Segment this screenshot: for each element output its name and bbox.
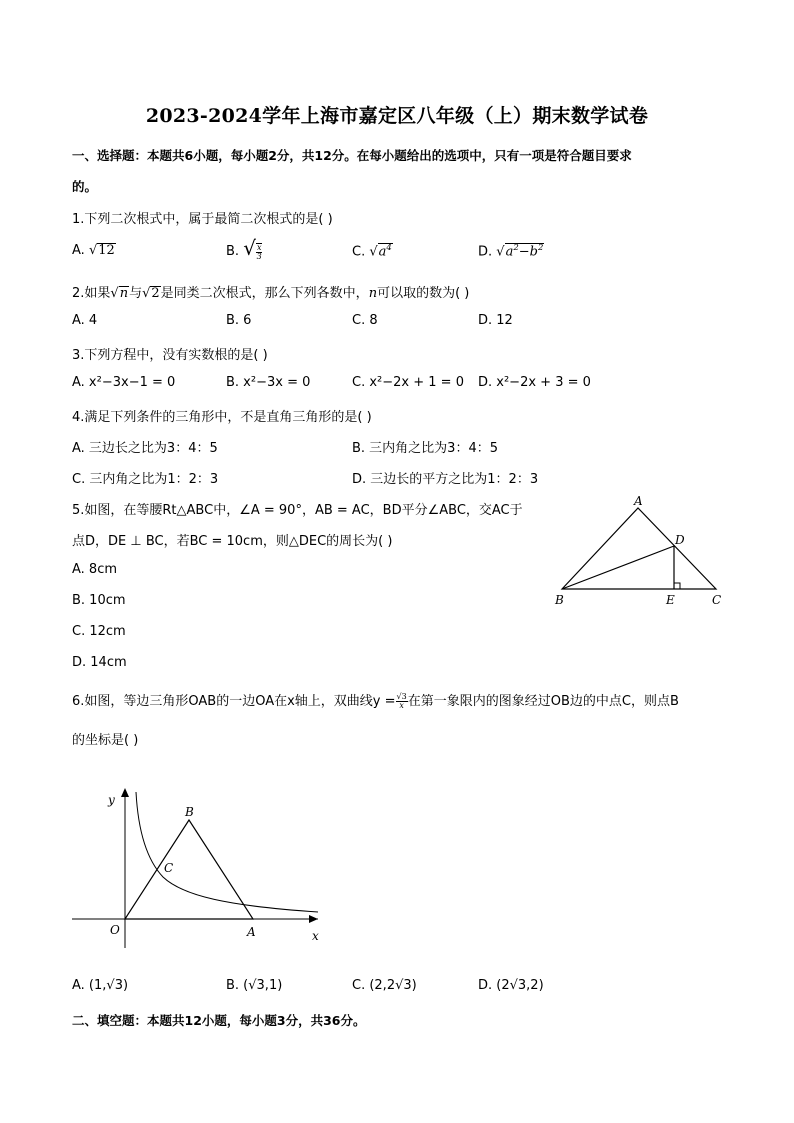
label-x: x — [312, 929, 319, 943]
section-2-heading: 二、填空题：本题共12小题，每小题3分，共36分。 — [72, 1013, 366, 1028]
q4-option-c[interactable]: C. 三内角之比为1：2：3 — [72, 472, 219, 487]
question-6-stem-cont: 的坐标是( ) — [72, 733, 139, 748]
label-e: E — [666, 593, 675, 607]
label-b: B — [185, 805, 194, 819]
q6-option-c[interactable]: C. (2,2√3) — [352, 978, 417, 993]
question-4-stem: 4.满足下列条件的三角形中，不是直角三角形的是( ) — [72, 410, 372, 425]
question-5-stem: 5.如图，在等腰Rt△ABC中，∠A = 90°，AB = AC，BD平分∠ABC，交AC于 — [72, 503, 523, 518]
q6-option-d[interactable]: D. (2√3,2) — [478, 978, 544, 993]
q1-option-c[interactable]: C. $√a^4$ — [352, 243, 392, 260]
q5-option-b[interactable]: B. 10cm — [72, 593, 126, 608]
q5-option-a[interactable]: A. 8cm — [72, 562, 118, 577]
y-axis-arrow — [121, 788, 129, 797]
label-o: O — [110, 923, 120, 937]
label-y: y — [108, 793, 115, 807]
question-3-stem: 3.下列方程中，没有实数根的是( ) — [72, 348, 268, 363]
q5-triangle-figure — [548, 494, 728, 610]
label-c: C — [164, 861, 174, 875]
triangle-abc — [562, 508, 716, 589]
page-title: 2023-2024学年上海市嘉定区八年级（上）期末数学试卷 — [145, 105, 649, 127]
label-a: A — [247, 925, 256, 939]
q4-option-b[interactable]: B. 三内角之比为3：4：5 — [352, 441, 498, 456]
question-6-stem: 6.如图，等边三角形OAB的一边OA在x轴上，双曲线y = $\frac{√3}{x}$ 在第一象限内的图象经过OB边的中点C，则点B — [72, 692, 679, 710]
q1-option-d[interactable]: D. $√a^2-b^2$ — [478, 243, 544, 260]
label-d: D — [675, 533, 685, 547]
hyperbola-curve — [136, 792, 318, 912]
q2-option-d[interactable]: D. 12 — [478, 313, 513, 328]
label-a: A — [634, 494, 643, 508]
q5-option-d[interactable]: D. 14cm — [72, 655, 127, 670]
q2-option-b[interactable]: B. 6 — [226, 313, 252, 328]
question-5-stem-cont: 点D，DE ⊥ BC，若BC = 10cm，则△DEC的周长为( ) — [72, 534, 393, 549]
q2-option-a[interactable]: A. 4 — [72, 313, 98, 328]
q2-option-c[interactable]: C. 8 — [352, 313, 378, 328]
q3-option-d[interactable]: D. x²−2x + 3 = 0 — [478, 375, 591, 390]
fraction-sqrt3-over-x: $\frac{√3}{x}$ — [396, 692, 407, 710]
q4-option-d[interactable]: D. 三边长的平方之比为1：2：3 — [352, 472, 539, 487]
right-angle-mark — [674, 583, 680, 589]
q6-option-b[interactable]: B. (√3,1) — [226, 978, 283, 993]
q6-option-a[interactable]: A. (1,√3) — [72, 978, 129, 993]
q3-option-a[interactable]: A. x²−3x−1 = 0 — [72, 375, 176, 390]
x-axis-arrow — [309, 915, 318, 923]
q5-option-c[interactable]: C. 12cm — [72, 624, 126, 639]
label-b: B — [555, 593, 564, 607]
q3-option-c[interactable]: C. x²−2x + 1 = 0 — [352, 375, 464, 390]
label-c: C — [712, 593, 722, 607]
q3-option-b[interactable]: B. x²−3x = 0 — [226, 375, 311, 390]
q1-option-a[interactable]: A. √12 — [72, 243, 115, 258]
triangle-oab — [125, 820, 253, 919]
q4-option-a[interactable]: A. 三边长之比为3：4：5 — [72, 441, 218, 456]
section-1-heading-cont: 的。 — [72, 179, 98, 194]
q6-graph-figure — [68, 784, 336, 948]
segment-bd — [562, 546, 674, 589]
question-2-stem: 2.如果√n与√2是同类二次根式，那么下列各数中，n可以取的数为( ) — [72, 286, 470, 301]
q1-option-a-radicand: 12 — [98, 243, 115, 258]
section-1-heading: 一、选择题：本题共6小题，每小题2分，共12分。在每小题给出的选项中，只有一项是符合题目要求 — [72, 148, 632, 163]
q1-option-b[interactable]: B. √ $\frac{x}{3}$ — [226, 236, 262, 261]
question-1-stem: 1.下列二次根式中，属于最简二次根式的是( ) — [72, 212, 333, 227]
